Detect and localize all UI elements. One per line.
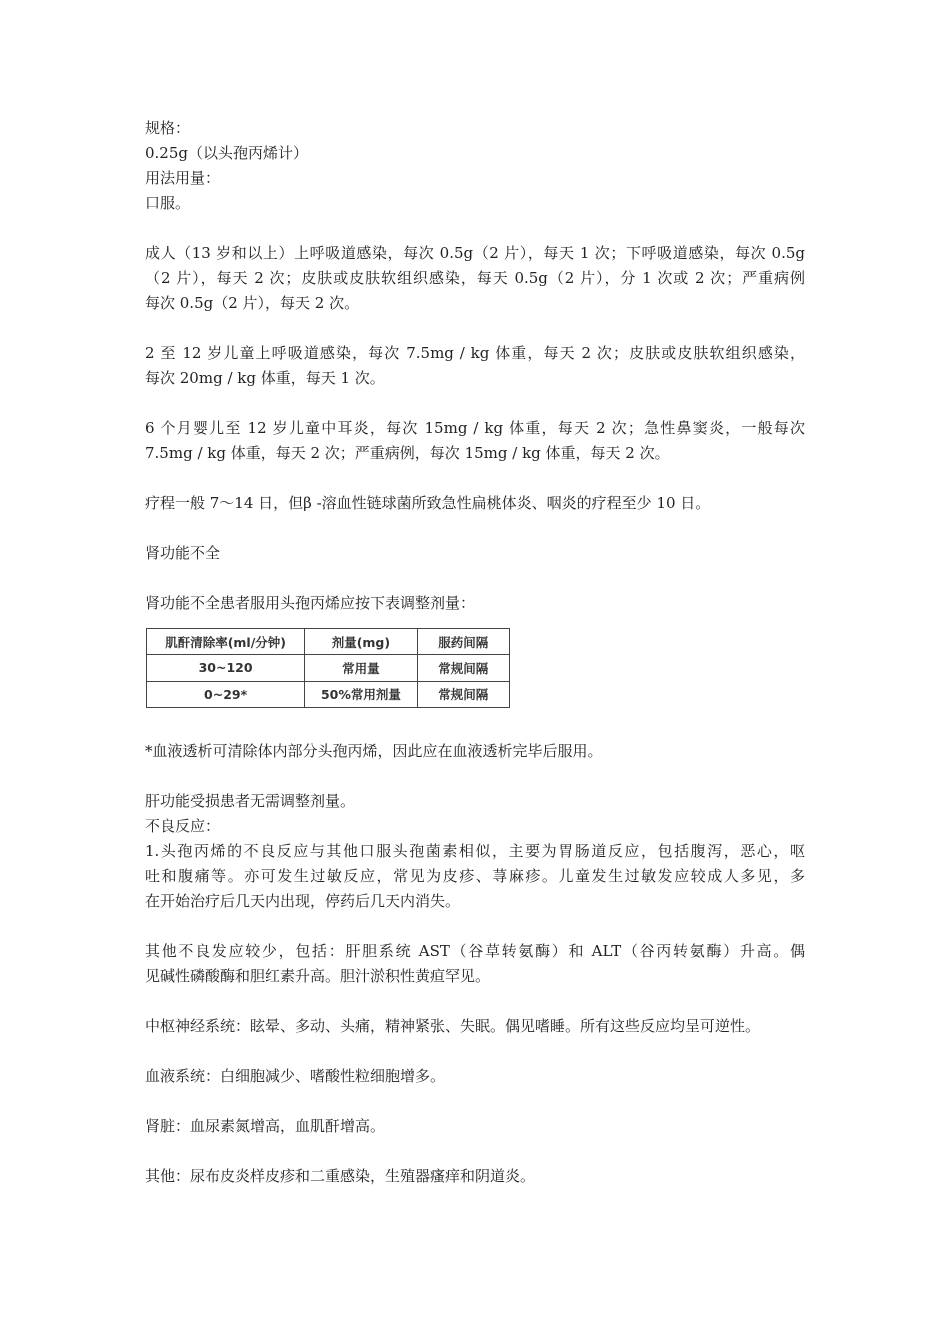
renal-intro: 肾功能不全患者服用头孢丙烯应按下表调整剂量：: [145, 594, 476, 612]
adult-dose-line-1: 成人（13 岁和以上）上呼吸道感染，每次 0.5g（2 片），每天 1 次；下呼吸道感染，每次 0.5g: [145, 244, 805, 262]
adult-dose-line-3: 每次 0.5g（2 片），每天 2 次。: [145, 294, 360, 312]
course-text: 疗程一般 7～14 日，但β -溶血性链球菌所致急性扁桃体炎、咽炎的疗程至少 10 日。: [145, 494, 711, 512]
adverse-kidney: 肾脏：血尿素氮增高，血肌酐增高。: [145, 1117, 386, 1135]
usage-heading: 用法用量：: [145, 169, 221, 187]
table-cell: 常用量: [305, 655, 417, 681]
adverse-other-line-2: 见碱性磷酸酶和胆红素升高。胆汁淤积性黄疸罕见。: [145, 967, 491, 985]
adverse-item1-line-3: 在开始治疗后几天内出现，停药后几天内消失。: [145, 892, 461, 910]
table-footnote: *血液透析可清除体内部分头孢丙烯，因此应在血液透析完毕后服用。: [145, 742, 603, 760]
infant-dose-line-1: 6 个月婴儿至 12 岁儿童中耳炎，每次 15mg / kg 体重，每天 2 次；急性鼻窦炎，一般每次: [145, 419, 805, 437]
adult-dose-line-2: （2 片），每天 2 次；皮肤或皮肤软组织感染，每天 0.5g（2 片），分 1 次或 2 次；严重病例: [145, 269, 805, 287]
adverse-blood: 血液系统：白细胞减少、嗜酸性粒细胞增多。: [145, 1067, 446, 1085]
adverse-item1-line-2: 吐和腹痛等。亦可发生过敏反应，常见为皮疹、荨麻疹。儿童发生过敏发应较成人多见，多: [145, 867, 805, 885]
table-row: [147, 681, 510, 707]
spec-heading: 规格：: [145, 119, 191, 137]
table-cell: 常规间隔: [417, 655, 509, 681]
table-header-cell: 肌酐清除率(ml/分钟): [147, 629, 305, 655]
adverse-item1-line-1: 1.头孢丙烯的不良反应与其他口服头孢菌素相似，主要为胃肠道反应，包括腹泻，恶心，呕: [145, 842, 805, 860]
table-row: [147, 655, 510, 681]
renal-dosage-table: [146, 628, 510, 708]
table-header-cell: 服药间隔: [417, 629, 509, 655]
child-dose-line-2: 每次 20mg / kg 体重，每天 1 次。: [145, 369, 385, 387]
adverse-other-line-1: 其他不良发应较少，包括：肝胆系统 AST（谷草转氨酶）和 ALT（谷丙转氨酶）升高。偶: [145, 942, 805, 960]
table-cell: 30~120: [147, 655, 305, 681]
usage-route: 口服。: [145, 194, 191, 212]
renal-heading: 肾功能不全: [145, 544, 221, 562]
table-cell: 常规间隔: [417, 681, 509, 707]
hepatic-note: 肝功能受损患者无需调整剂量。: [145, 792, 356, 810]
adverse-cns: 中枢神经系统：眩晕、多动、头痛，精神紧张、失眠。偶见嗜睡。所有这些反应均呈可逆性。: [145, 1017, 761, 1035]
adverse-misc: 其他：尿布皮炎样皮疹和二重感染，生殖器瘙痒和阴道炎。: [145, 1167, 536, 1185]
table-cell: 50%常用剂量: [305, 681, 417, 707]
infant-dose-line-2: 7.5mg / kg 体重，每天 2 次；严重病例，每次 15mg / kg 体重，每天 2 次。: [145, 444, 670, 462]
table-cell: 0~29*: [147, 681, 305, 707]
child-dose-line-1: 2 至 12 岁儿童上呼吸道感染，每次 7.5mg / kg 体重，每天 2 次；皮肤或皮肤软组织感染，: [145, 344, 805, 362]
spec-value: 0.25g（以头孢丙烯计）: [145, 144, 309, 162]
table-header-row: [147, 629, 510, 655]
table-header-cell: 剂量(mg): [305, 629, 417, 655]
adverse-heading: 不良反应：: [145, 817, 221, 835]
